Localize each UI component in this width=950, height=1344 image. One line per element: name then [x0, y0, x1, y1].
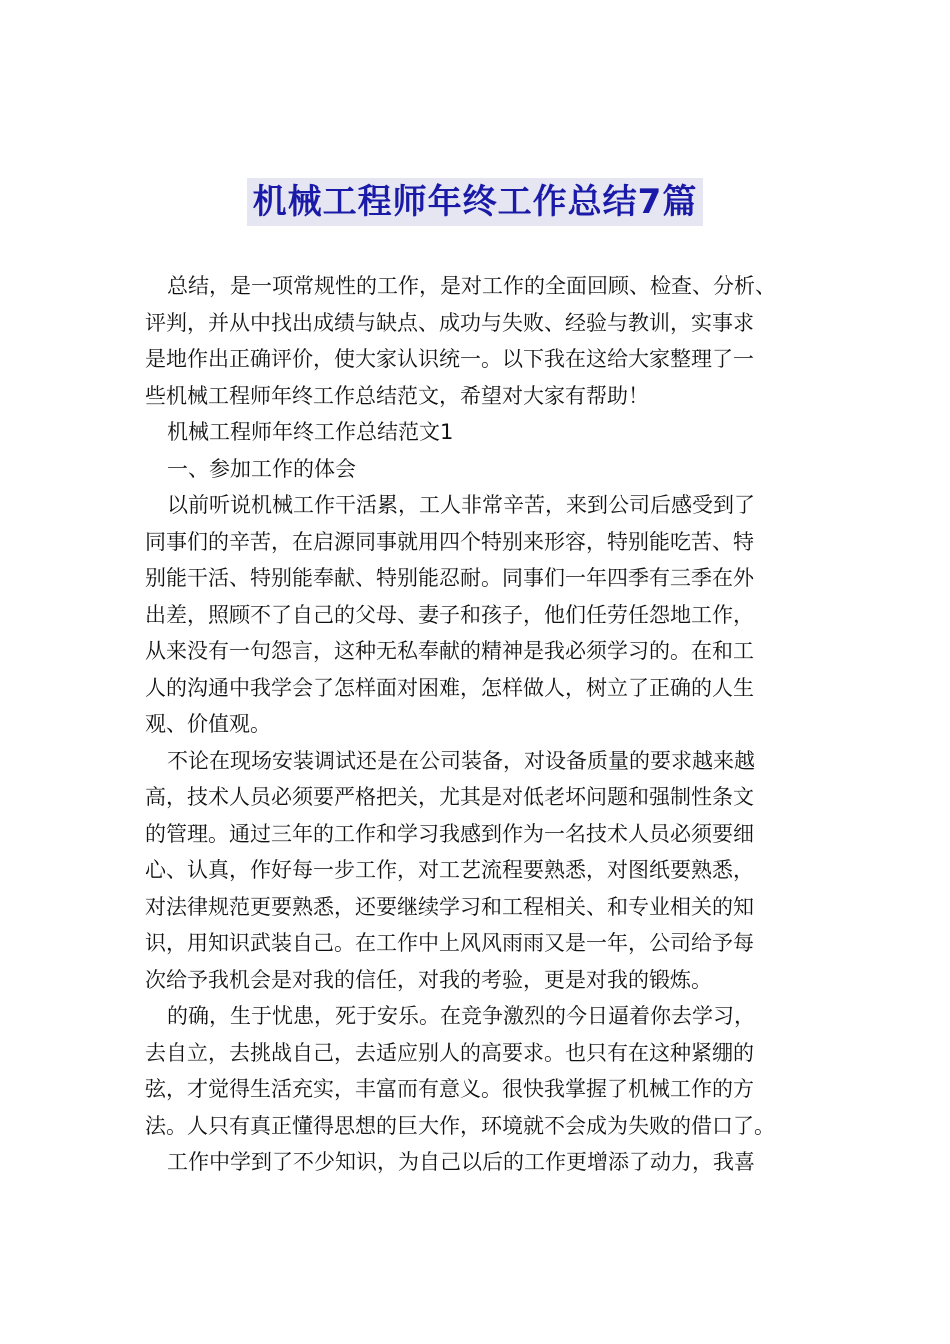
paragraph-line: 次给予我机会是对我的信任，对我的考验，更是对我的锻炼。 — [145, 967, 712, 992]
paragraph-line: 是地作出正确评价，使大家认识统一。以下我在这给大家整理了一 — [145, 347, 754, 371]
paragraph-line: 不论在现场安装调试还是在公司装备，对设备质量的要求越来越 — [167, 748, 755, 773]
paragraph-line: 同事们的辛苦，在启源同事就用四个特别来形容，特别能吃苦、特 — [145, 529, 754, 554]
paragraph-line: 心、认真，作好每一步工作，对工艺流程要熟悉，对图纸要熟悉， — [145, 858, 754, 882]
paragraph-line: 法。人只有真正懂得思想的巨大作，环境就不会成为失败的借口了。 — [145, 1113, 775, 1138]
paragraph-line: 识，用知识武装自己。在工作中上风风雨雨又是一年，公司给予每 — [145, 931, 754, 955]
paragraph-line: 人的沟通中我学会了怎样面对困难，怎样做人，树立了正确的人生 — [145, 675, 754, 700]
paragraph-line: 工作中学到了不少知识，为自己以后的工作更增添了动力，我喜 — [167, 1150, 755, 1174]
paragraph-line: 去自立，去挑战自己，去适应别人的高要求。也只有在这种紧绷的 — [145, 1040, 754, 1065]
paragraph-line: 出差，照顾不了自己的父母、妻子和孩子，他们任劳任怨地工作， — [145, 602, 754, 627]
subsection-heading: 一、参加工作的体会 — [167, 456, 356, 481]
paragraph-line: 弦，才觉得生活充实，丰富而有意义。很快我掌握了机械工作的方 — [145, 1077, 754, 1101]
document-body — [145, 268, 825, 1181]
paragraph-line: 从来没有一句怨言，这种无私奉献的精神是我必须学习的。在和工 — [145, 639, 754, 663]
paragraph-line: 的确，生于忧患，死于安乐。在竞争激烈的今日逼着你去学习， — [167, 1004, 755, 1028]
paragraph-line: 对法律规范更要熟悉，还要继续学习和工程相关、和专业相关的知 — [145, 894, 754, 919]
paragraph-line: 的管理。通过三年的工作和学习我感到作为一名技术人员必须要细 — [145, 821, 754, 846]
paragraph-line: 高，技术人员必须要严格把关，尤其是对低老坏问题和强制性条文 — [145, 785, 754, 809]
paragraph-line: 总结，是一项常规性的工作，是对工作的全面回顾、检查、分析、 — [167, 274, 776, 298]
title-wrapper — [0, 178, 950, 226]
paragraph-line: 别能干活、特别能奉献、特别能忍耐。同事们一年四季有三季在外 — [145, 566, 754, 590]
paragraph-line: 评判，并从中找出成绩与缺点、成功与失败、经验与教训，实事求 — [145, 310, 754, 335]
paragraph-line: 些机械工程师年终工作总结范文，希望对大家有帮助！ — [145, 383, 649, 408]
section-heading: 机械工程师年终工作总结范文1 — [167, 420, 454, 444]
document-title: 机械工程师年终工作总结7篇 — [247, 178, 704, 226]
paragraph-line: 观、价值观。 — [145, 712, 271, 736]
paragraph-line: 以前听说机械工作干活累，工人非常辛苦，来到公司后感受到了 — [167, 493, 755, 517]
